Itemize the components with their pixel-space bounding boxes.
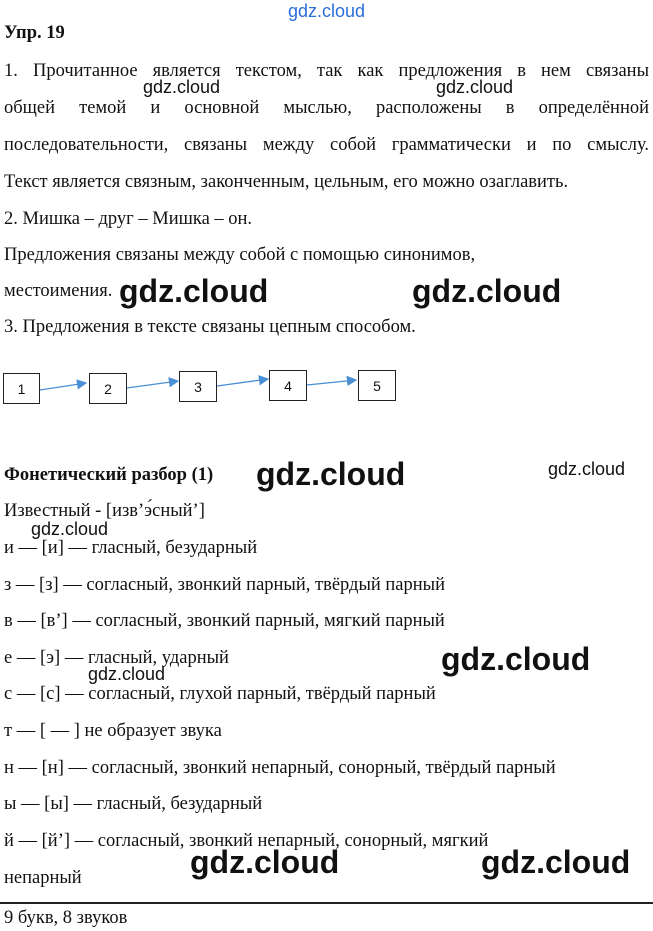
phonetic-line: непарный	[4, 868, 82, 888]
phonetic-title: Фонетический разбор (1)	[4, 465, 214, 485]
chain-arrow-2	[127, 381, 178, 388]
chain-box-1: 1	[3, 373, 40, 404]
watermark: gdz.cloud	[441, 641, 591, 677]
paragraph1-line4: Текст является связным, законченным, цельным, его можно озаглавить.	[4, 172, 569, 192]
chain-box-5: 5	[358, 370, 396, 401]
paragraph2-line3: местоимения.	[4, 281, 113, 301]
chain-box-3: 3	[179, 371, 217, 402]
paragraph2-line2: Предложения связаны между собой с помощью синонимов,	[4, 245, 476, 265]
phonetic-line: с — [с] — согласный, глухой парный, твёрдый парный	[4, 684, 436, 704]
chain-box-2: 2	[89, 373, 127, 404]
watermark: gdz.cloud	[31, 519, 109, 539]
paragraph2-line1: 2. Мишка – друг – Мишка – он.	[4, 209, 253, 229]
header-watermark: gdz.cloud	[288, 1, 366, 21]
paragraph3: 3. Предложения в тексте связаны цепным способом.	[4, 317, 416, 337]
divider-line	[0, 902, 653, 904]
phonetic-line: е — [э] — гласный, ударный	[4, 648, 229, 668]
watermark: gdz.cloud	[190, 844, 340, 880]
watermark: gdz.cloud	[119, 273, 269, 309]
paragraph1-line3: последовательности, связаны между собой грамматически и по смыслу.	[4, 135, 649, 155]
watermark: gdz.cloud	[412, 273, 562, 309]
paragraph1-line2: общей темой и основной мыслью, расположены в определённой	[4, 98, 649, 118]
chain-arrow-3	[217, 379, 268, 386]
chain-box-4: 4	[269, 370, 307, 401]
phonetic-line: т — [ — ] не образует звука	[4, 721, 222, 741]
phonetic-line: н — [н] — согласный, звонкий непарный, сонорный, твёрдый парный	[4, 758, 556, 778]
watermark: gdz.cloud	[481, 844, 631, 880]
watermark: gdz.cloud	[548, 459, 626, 479]
watermark: gdz.cloud	[436, 77, 514, 97]
phonetic-line: и — [и] — гласный, безударный	[4, 538, 258, 558]
chain-arrow-1	[40, 383, 86, 390]
phonetic-summary: 9 букв, 8 звуков	[4, 908, 128, 928]
phonetic-line: ы — [ы] — гласный, безударный	[4, 794, 263, 814]
watermark: gdz.cloud	[143, 77, 221, 97]
phonetic-line: в — [в’] — согласный, звонкий парный, мягкий парный	[4, 611, 445, 631]
phonetic-line: з — [з] — согласный, звонкий парный, твёрдый парный	[4, 575, 446, 595]
paragraph1-line1: 1. Прочитанное является текстом, так как предложения в нем связаны	[4, 61, 649, 81]
watermark: gdz.cloud	[256, 456, 406, 492]
chain-arrow-4	[307, 380, 356, 385]
phonetic-line: й — [й’] — согласный, звонкий непарный, сонорный, мягкий	[4, 831, 489, 851]
phonetic-word: Известный - [изв’э́сный’]	[4, 501, 205, 521]
watermark: gdz.cloud	[88, 664, 166, 684]
exercise-title: Упр. 19	[4, 23, 65, 43]
